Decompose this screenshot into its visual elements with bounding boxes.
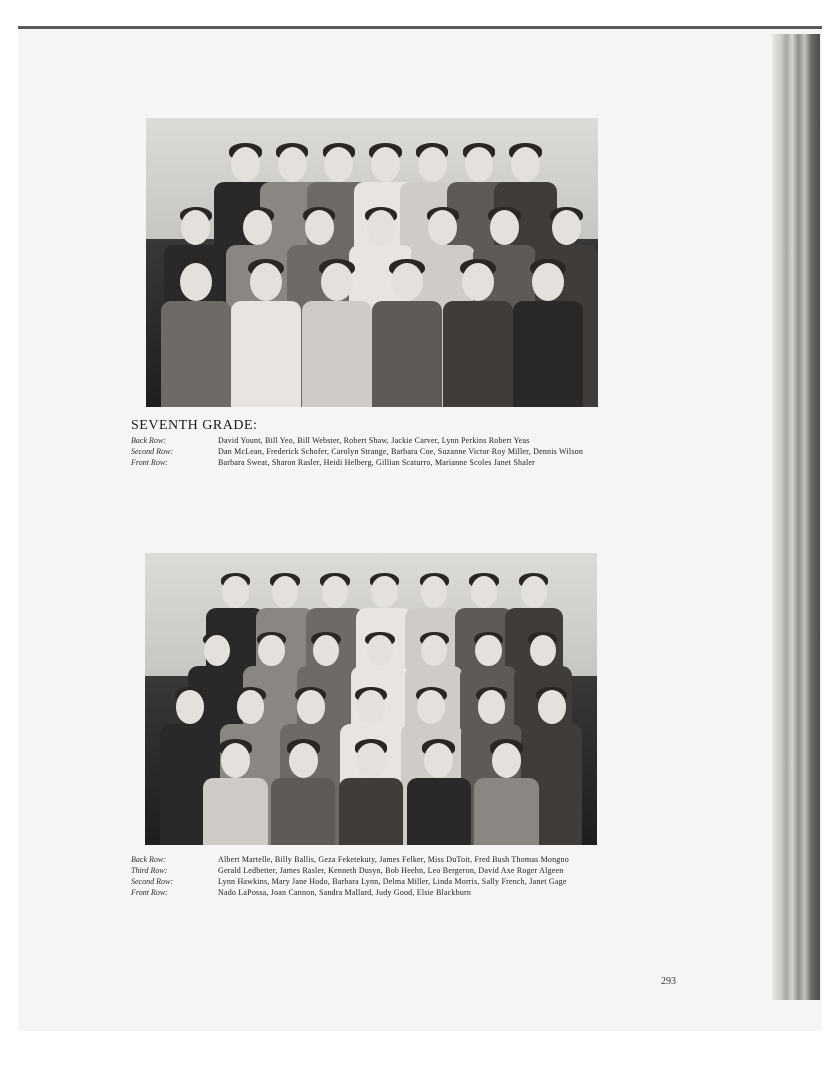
book-spine <box>772 34 820 1000</box>
section-title: SEVENTH GRADE: <box>131 418 258 433</box>
caption-row <box>131 447 611 456</box>
caption-row <box>131 855 611 864</box>
class-photo-top <box>146 118 598 407</box>
student-figure <box>302 263 372 408</box>
caption-row <box>131 877 611 886</box>
row-label: Second Row: <box>131 447 173 456</box>
student-figure <box>443 263 513 408</box>
caption-top <box>131 436 611 469</box>
row-label: Back Row: <box>131 436 166 445</box>
student-figure <box>203 743 267 845</box>
caption-row <box>131 888 611 897</box>
student-figure <box>407 743 471 845</box>
caption-row <box>131 866 611 875</box>
row-label: Second Row: <box>131 877 173 886</box>
student-figure <box>161 263 231 408</box>
row-names: Barbara Sweat, Sharon Rasler, Heidi Helberg, Gillian Scaturro, Marianne Scoles Janet Shaler <box>218 458 535 467</box>
student-figure <box>372 263 442 408</box>
row-label: Front Row: <box>131 888 168 897</box>
student-figure <box>271 743 335 845</box>
row-label: Back Row: <box>131 855 166 864</box>
row-names: Dan McLean, Frederick Schofer, Carolyn Strange, Barbara Coe, Suzanne Victor Roy Miller, Dennis Wilson <box>218 447 584 456</box>
row-names: Nado LaPossa, Joan Cannon, Sandra Mallard, Judy Good, Elsie Blackburn <box>218 888 472 897</box>
caption-row <box>131 436 611 445</box>
caption-bottom <box>131 855 611 899</box>
row-label: Third Row: <box>131 866 168 875</box>
caption-row <box>131 458 611 467</box>
row-names: Lynn Hawkins, Mary Jane Hodo, Barbara Lynn, Delma Miller, Linda Morris, Sally French, Janet Gage <box>218 877 567 886</box>
row-names: Gerald Ledbetter, James Rasler, Kenneth Dusyn, Bob Heehn, Leo Bergeron, David Axe Roger Algeen <box>218 866 564 875</box>
class-photo-bottom <box>145 553 597 845</box>
page-number: 293 <box>661 976 676 987</box>
row-names: David Yount, Bill Yeo, Bill Webster, Robert Shaw, Jackie Carver, Lynn Perkins Robert Yeas <box>218 436 530 445</box>
row-label: Front Row: <box>131 458 168 467</box>
row-names: Albert Martelle, Billy Ballis, Geza Feketekuty, James Felker, Miss DuToit, Fred Bush Thomas Mongno <box>218 855 569 864</box>
student-figure <box>231 263 301 408</box>
student-figure <box>339 743 403 845</box>
student-figure <box>513 263 583 408</box>
student-figure <box>474 743 538 845</box>
